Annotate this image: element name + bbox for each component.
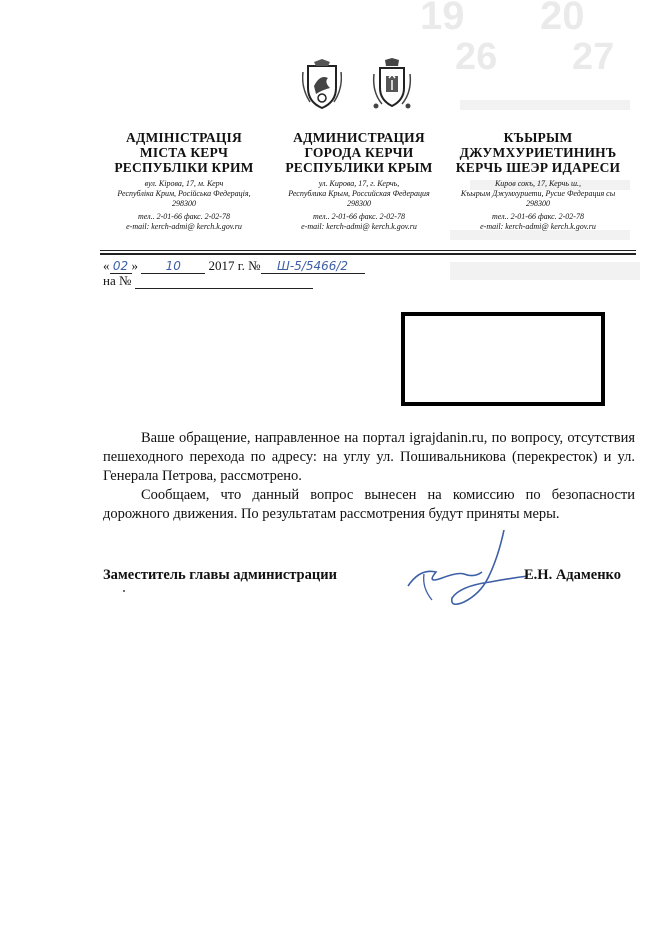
address-line: 298300: [172, 199, 196, 208]
reference-label: на №: [103, 273, 132, 288]
address-line: Республика Крым, Российская Федерация: [288, 189, 430, 198]
address-line: 298300: [347, 199, 371, 208]
kerch-coat-of-arms-icon: [372, 58, 412, 110]
org-name-line: АДМІНІСТРАЦІЯ: [126, 130, 242, 145]
org-name-line: ДЖУМХУРИЕТИНИНЪ: [459, 145, 617, 160]
address-line: 298300: [526, 199, 550, 208]
email: e-mail: kerch-admi@ kerch.k.gov.ru: [126, 222, 242, 231]
org-name-line: МІСТА КЕРЧ: [139, 145, 229, 160]
header-divider: [100, 250, 636, 251]
org-name-line: АДМИНИСТРАЦИЯ: [293, 130, 425, 145]
reference-line: [103, 273, 313, 289]
reference-blank: [135, 276, 313, 289]
org-name-line: РЕСПУБЛИКИ КРЫМ: [285, 160, 433, 175]
address-block: [272, 179, 446, 209]
handwritten-signature: [402, 528, 532, 610]
date-day: 02: [110, 259, 132, 274]
org-name-line: РЕСПУБЛІКИ КРИМ: [114, 160, 254, 175]
open-quote: «: [103, 258, 110, 273]
number-sign: №: [248, 258, 261, 273]
date-year: 2017 г.: [208, 258, 245, 273]
redacted-addressee-box: [401, 312, 605, 406]
org-name-line: КЕРЧЬ ШЕЭР ИДАРЕСИ: [455, 160, 621, 175]
letterhead-ukrainian: [95, 130, 273, 232]
address-line: Киров сокъ, 17, Керчь ш.,: [494, 179, 582, 188]
phone-fax: тел.. 2-01-66 факс. 2-02-78: [492, 212, 584, 221]
body-paragraph: Сообщаем, что данный вопрос вынесен на комиссию по безопасности дорожного движения. По результатам рассмотрения будут приняты меры.: [103, 487, 635, 522]
org-name-line: ГОРОДА КЕРЧИ: [304, 145, 414, 160]
bleed-through-number: 20: [540, 0, 585, 38]
email: e-mail: kerch-admi@ kerch.k.gov.ru: [301, 222, 417, 231]
bleed-through-number: 27: [572, 36, 615, 78]
address-block: [448, 179, 628, 209]
outgoing-number: Ш-5/5466/2: [261, 259, 365, 274]
close-quote: »: [131, 258, 138, 273]
letterhead-russian: [272, 130, 446, 232]
header-divider: [100, 253, 636, 255]
bleed-through-number: 26: [455, 36, 498, 78]
letter-body: [103, 429, 635, 524]
crimea-coat-of-arms-icon: [302, 58, 342, 110]
email: e-mail: kerch-admi@ kerch.k.gov.ru: [480, 222, 596, 231]
address-line: вул. Кірова, 17, м. Керч: [144, 179, 224, 188]
address-line: ул. Кирова, 17, г. Керчь,: [318, 179, 400, 188]
letterhead-crimean-tatar: [448, 130, 628, 232]
address-line: Республіка Крим, Російська Федерація,: [117, 189, 251, 198]
org-name-line: КЪЫРЫМ: [503, 130, 573, 145]
address-block: [95, 179, 273, 209]
contact-block: [448, 212, 628, 232]
phone-fax: тел.. 2-01-66 факс. 2-02-78: [138, 212, 230, 221]
bleed-through-stripe: [450, 262, 640, 280]
ink-speck: [123, 590, 125, 592]
address-line: Къырым Джумхуриети, Русие Федерация сы: [460, 189, 616, 198]
outgoing-date-number-line: [103, 258, 365, 274]
phone-fax: тел.. 2-01-66 факс. 2-02-78: [313, 212, 405, 221]
signatory-name: Е.Н. Адаменко: [524, 567, 621, 583]
contact-block: [95, 212, 273, 232]
bleed-through-number: 19: [420, 0, 465, 38]
contact-block: [272, 212, 446, 232]
bleed-through-stripe: [460, 100, 630, 110]
body-paragraph: Ваше обращение, направленное на портал igrajdanin.ru, по вопросу, отсутствия пешеходного перехода по адресу: на углу ул. Пошивальникова (перекресток) и ул. Генерала Петрова, рассмотрено.: [103, 430, 635, 484]
signatory-title: Заместитель главы администрации: [103, 567, 337, 583]
date-month: 10: [141, 259, 205, 274]
